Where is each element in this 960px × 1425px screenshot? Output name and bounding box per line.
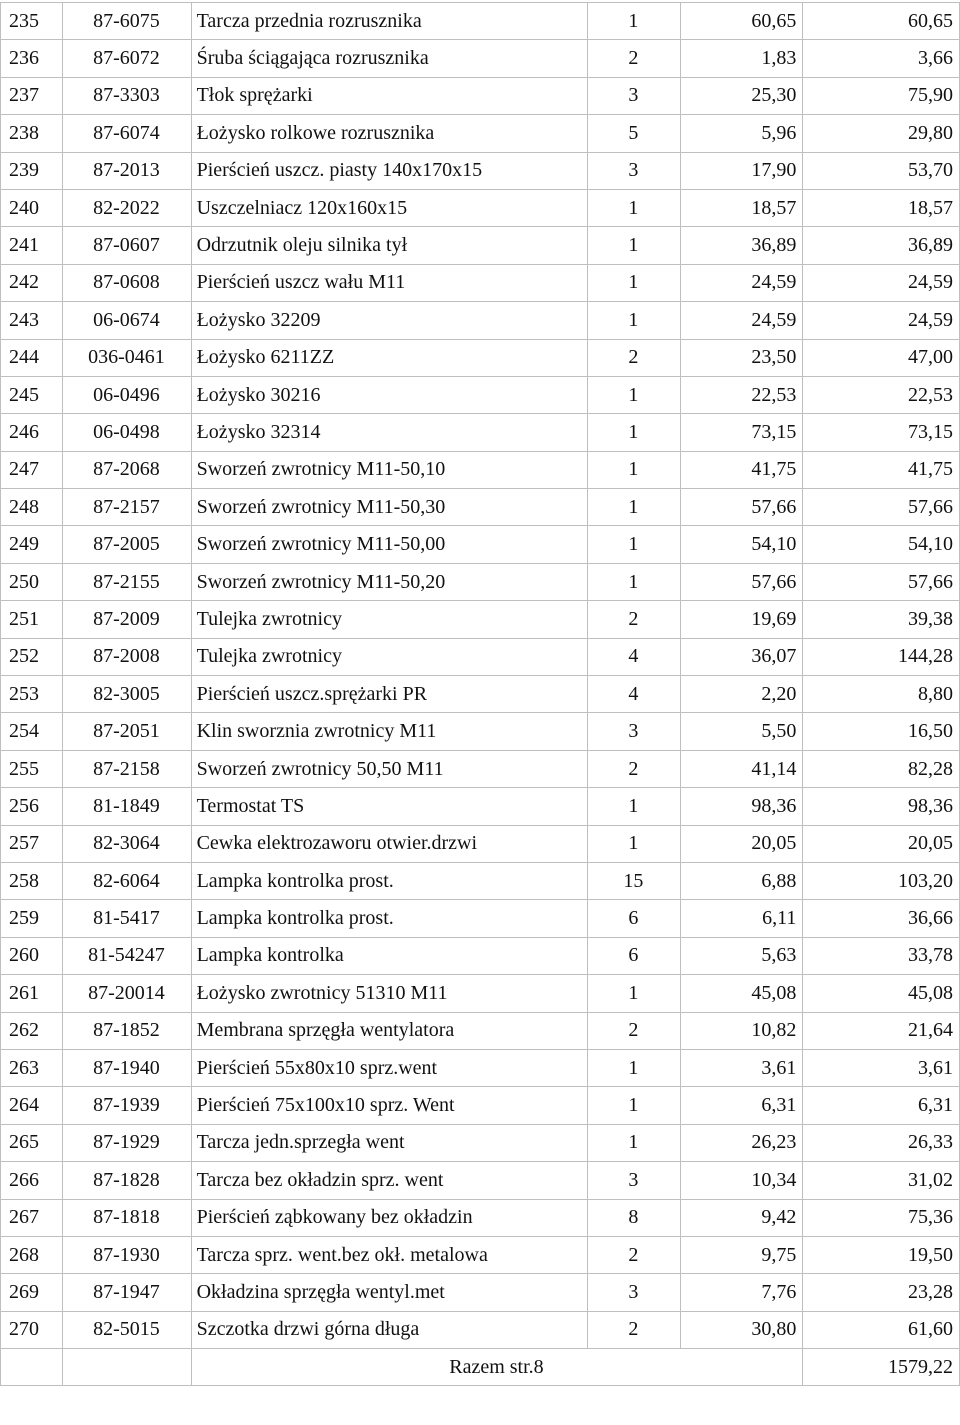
unit-price: 19,69 xyxy=(681,601,803,638)
table-row xyxy=(1,189,960,226)
table-row xyxy=(1,937,960,974)
part-name: Pierścień 75x100x10 sprz. Went xyxy=(191,1087,587,1124)
unit-price: 2,20 xyxy=(681,676,803,713)
row-number: 262 xyxy=(1,1012,63,1049)
unit-price: 25,30 xyxy=(681,77,803,114)
unit-price: 5,50 xyxy=(681,713,803,750)
part-code: 87-2051 xyxy=(63,713,191,750)
part-code: 87-6075 xyxy=(63,3,191,40)
quantity: 1 xyxy=(587,302,680,339)
unit-price: 20,05 xyxy=(681,825,803,862)
part-name: Tarcza sprz. went.bez okł. metalowa xyxy=(191,1236,587,1273)
part-code: 87-20014 xyxy=(63,975,191,1012)
unit-price: 24,59 xyxy=(681,264,803,301)
table-row xyxy=(1,975,960,1012)
unit-price: 41,14 xyxy=(681,750,803,787)
part-name: Łożysko 32209 xyxy=(191,302,587,339)
part-code: 82-2022 xyxy=(63,189,191,226)
part-name: Lampka kontrolka prost. xyxy=(191,900,587,937)
line-total: 24,59 xyxy=(803,302,960,339)
part-name: Membrana sprzęgła wentylatora xyxy=(191,1012,587,1049)
quantity: 3 xyxy=(587,1162,680,1199)
table-row xyxy=(1,900,960,937)
line-total: 75,36 xyxy=(803,1199,960,1236)
table-row xyxy=(1,638,960,675)
part-code: 87-2008 xyxy=(63,638,191,675)
part-code: 87-6074 xyxy=(63,115,191,152)
part-name: Uszczelniacz 120x160x15 xyxy=(191,189,587,226)
row-number: 266 xyxy=(1,1162,63,1199)
line-total: 26,33 xyxy=(803,1124,960,1161)
part-name: Tarcza przednia rozrusznika xyxy=(191,3,587,40)
line-total: 103,20 xyxy=(803,862,960,899)
line-total: 21,64 xyxy=(803,1012,960,1049)
line-total: 144,28 xyxy=(803,638,960,675)
part-code: 06-0674 xyxy=(63,302,191,339)
part-code: 81-54247 xyxy=(63,937,191,974)
unit-price: 7,76 xyxy=(681,1274,803,1311)
part-code: 87-2005 xyxy=(63,526,191,563)
table-row xyxy=(1,1274,960,1311)
table-row xyxy=(1,1162,960,1199)
part-code: 87-1947 xyxy=(63,1274,191,1311)
part-name: Tarcza jedn.sprzegła went xyxy=(191,1124,587,1161)
part-name: Tulejka zwrotnicy xyxy=(191,601,587,638)
line-total: 75,90 xyxy=(803,77,960,114)
quantity: 1 xyxy=(587,526,680,563)
line-total: 36,66 xyxy=(803,900,960,937)
quantity: 3 xyxy=(587,713,680,750)
table-row xyxy=(1,1199,960,1236)
part-name: Sworzeń zwrotnicy M11-50,30 xyxy=(191,489,587,526)
table-row xyxy=(1,451,960,488)
parts-table-body xyxy=(1,3,960,1349)
line-total: 45,08 xyxy=(803,975,960,1012)
part-code: 82-5015 xyxy=(63,1311,191,1348)
table-row xyxy=(1,414,960,451)
part-name: Odrzutnik oleju silnika tył xyxy=(191,227,587,264)
quantity: 8 xyxy=(587,1199,680,1236)
table-row xyxy=(1,526,960,563)
part-name: Lampka kontrolka prost. xyxy=(191,862,587,899)
row-number: 250 xyxy=(1,563,63,600)
line-total: 47,00 xyxy=(803,339,960,376)
part-code: 87-0608 xyxy=(63,264,191,301)
part-name: Tulejka zwrotnicy xyxy=(191,638,587,675)
part-code: 87-1939 xyxy=(63,1087,191,1124)
quantity: 1 xyxy=(587,563,680,600)
row-number: 241 xyxy=(1,227,63,264)
quantity: 1 xyxy=(587,1124,680,1161)
quantity: 5 xyxy=(587,115,680,152)
line-total: 31,02 xyxy=(803,1162,960,1199)
row-number: 261 xyxy=(1,975,63,1012)
line-total: 41,75 xyxy=(803,451,960,488)
summary-empty-no xyxy=(1,1349,63,1386)
line-total: 3,66 xyxy=(803,40,960,77)
row-number: 239 xyxy=(1,152,63,189)
summary-total: 1579,22 xyxy=(803,1349,960,1386)
unit-price: 6,31 xyxy=(681,1087,803,1124)
row-number: 263 xyxy=(1,1049,63,1086)
unit-price: 6,11 xyxy=(681,900,803,937)
part-name: Pierścień uszcz. piasty 140x170x15 xyxy=(191,152,587,189)
unit-price: 18,57 xyxy=(681,189,803,226)
part-code: 036-0461 xyxy=(63,339,191,376)
unit-price: 54,10 xyxy=(681,526,803,563)
row-number: 258 xyxy=(1,862,63,899)
line-total: 57,66 xyxy=(803,489,960,526)
part-code: 06-0498 xyxy=(63,414,191,451)
part-name: Sworzeń zwrotnicy 50,50 M11 xyxy=(191,750,587,787)
quantity: 15 xyxy=(587,862,680,899)
row-number: 248 xyxy=(1,489,63,526)
table-row xyxy=(1,750,960,787)
unit-price: 45,08 xyxy=(681,975,803,1012)
table-row xyxy=(1,489,960,526)
line-total: 39,38 xyxy=(803,601,960,638)
row-number: 257 xyxy=(1,825,63,862)
quantity: 1 xyxy=(587,1049,680,1086)
quantity: 1 xyxy=(587,414,680,451)
unit-price: 60,65 xyxy=(681,3,803,40)
quantity: 2 xyxy=(587,40,680,77)
part-code: 87-1929 xyxy=(63,1124,191,1161)
part-name: Pierścień ząbkowany bez okładzin xyxy=(191,1199,587,1236)
table-row xyxy=(1,3,960,40)
part-code: 82-6064 xyxy=(63,862,191,899)
part-name: Sworzeń zwrotnicy M11-50,20 xyxy=(191,563,587,600)
part-code: 87-2013 xyxy=(63,152,191,189)
quantity: 1 xyxy=(587,451,680,488)
row-number: 253 xyxy=(1,676,63,713)
row-number: 265 xyxy=(1,1124,63,1161)
part-name: Łożysko 30216 xyxy=(191,376,587,413)
table-row xyxy=(1,152,960,189)
part-code: 87-2155 xyxy=(63,563,191,600)
quantity: 6 xyxy=(587,937,680,974)
table-row xyxy=(1,862,960,899)
table-row xyxy=(1,40,960,77)
line-total: 19,50 xyxy=(803,1236,960,1273)
unit-price: 9,42 xyxy=(681,1199,803,1236)
unit-price: 3,61 xyxy=(681,1049,803,1086)
row-number: 259 xyxy=(1,900,63,937)
line-total: 3,61 xyxy=(803,1049,960,1086)
unit-price: 5,63 xyxy=(681,937,803,974)
line-total: 98,36 xyxy=(803,788,960,825)
row-number: 242 xyxy=(1,264,63,301)
unit-price: 98,36 xyxy=(681,788,803,825)
unit-price: 22,53 xyxy=(681,376,803,413)
summary-label: Razem str.8 xyxy=(191,1349,803,1386)
part-code: 87-2068 xyxy=(63,451,191,488)
line-total: 22,53 xyxy=(803,376,960,413)
table-row xyxy=(1,376,960,413)
row-number: 243 xyxy=(1,302,63,339)
table-row xyxy=(1,227,960,264)
unit-price: 24,59 xyxy=(681,302,803,339)
row-number: 255 xyxy=(1,750,63,787)
row-number: 270 xyxy=(1,1311,63,1348)
row-number: 247 xyxy=(1,451,63,488)
table-row xyxy=(1,1124,960,1161)
table-row xyxy=(1,1049,960,1086)
unit-price: 26,23 xyxy=(681,1124,803,1161)
quantity: 6 xyxy=(587,900,680,937)
line-total: 20,05 xyxy=(803,825,960,862)
row-number: 256 xyxy=(1,788,63,825)
row-number: 254 xyxy=(1,713,63,750)
table-row xyxy=(1,264,960,301)
table-row xyxy=(1,825,960,862)
row-number: 260 xyxy=(1,937,63,974)
part-code: 87-2157 xyxy=(63,489,191,526)
part-code: 87-1930 xyxy=(63,1236,191,1273)
table-row xyxy=(1,77,960,114)
line-total: 16,50 xyxy=(803,713,960,750)
quantity: 1 xyxy=(587,788,680,825)
line-total: 82,28 xyxy=(803,750,960,787)
line-total: 33,78 xyxy=(803,937,960,974)
quantity: 1 xyxy=(587,975,680,1012)
row-number: 244 xyxy=(1,339,63,376)
quantity: 3 xyxy=(587,77,680,114)
row-number: 264 xyxy=(1,1087,63,1124)
table-row xyxy=(1,339,960,376)
unit-price: 17,90 xyxy=(681,152,803,189)
unit-price: 5,96 xyxy=(681,115,803,152)
row-number: 240 xyxy=(1,189,63,226)
table-row xyxy=(1,601,960,638)
part-code: 87-2009 xyxy=(63,601,191,638)
summary-empty-code xyxy=(63,1349,191,1386)
quantity: 2 xyxy=(587,601,680,638)
unit-price: 57,66 xyxy=(681,563,803,600)
part-name: Pierścień 55x80x10 sprz.went xyxy=(191,1049,587,1086)
unit-price: 41,75 xyxy=(681,451,803,488)
row-number: 269 xyxy=(1,1274,63,1311)
quantity: 1 xyxy=(587,489,680,526)
part-name: Pierścień uszcz wału M11 xyxy=(191,264,587,301)
table-row xyxy=(1,713,960,750)
part-name: Tłok sprężarki xyxy=(191,77,587,114)
quantity: 3 xyxy=(587,1274,680,1311)
quantity: 3 xyxy=(587,152,680,189)
part-code: 87-0607 xyxy=(63,227,191,264)
unit-price: 10,82 xyxy=(681,1012,803,1049)
part-name: Łożysko 6211ZZ xyxy=(191,339,587,376)
unit-price: 23,50 xyxy=(681,339,803,376)
row-number: 245 xyxy=(1,376,63,413)
row-number: 236 xyxy=(1,40,63,77)
summary-row xyxy=(1,1349,960,1386)
part-name: Sworzeń zwrotnicy M11-50,10 xyxy=(191,451,587,488)
line-total: 60,65 xyxy=(803,3,960,40)
part-name: Śruba ściągająca rozrusznika xyxy=(191,40,587,77)
part-name: Szczotka drzwi górna długa xyxy=(191,1311,587,1348)
part-code: 87-1852 xyxy=(63,1012,191,1049)
part-name: Termostat TS xyxy=(191,788,587,825)
unit-price: 9,75 xyxy=(681,1236,803,1273)
part-name: Pierścień uszcz.sprężarki PR xyxy=(191,676,587,713)
table-row xyxy=(1,302,960,339)
row-number: 238 xyxy=(1,115,63,152)
unit-price: 10,34 xyxy=(681,1162,803,1199)
unit-price: 57,66 xyxy=(681,489,803,526)
part-name: Sworzeń zwrotnicy M11-50,00 xyxy=(191,526,587,563)
part-code: 87-1828 xyxy=(63,1162,191,1199)
line-total: 23,28 xyxy=(803,1274,960,1311)
quantity: 2 xyxy=(587,1236,680,1273)
unit-price: 6,88 xyxy=(681,862,803,899)
table-row xyxy=(1,1236,960,1273)
unit-price: 73,15 xyxy=(681,414,803,451)
unit-price: 36,07 xyxy=(681,638,803,675)
quantity: 2 xyxy=(587,750,680,787)
line-total: 53,70 xyxy=(803,152,960,189)
part-code: 82-3064 xyxy=(63,825,191,862)
row-number: 268 xyxy=(1,1236,63,1273)
part-code: 87-1818 xyxy=(63,1199,191,1236)
line-total: 18,57 xyxy=(803,189,960,226)
part-name: Cewka elektrozaworu otwier.drzwi xyxy=(191,825,587,862)
unit-price: 30,80 xyxy=(681,1311,803,1348)
quantity: 1 xyxy=(587,227,680,264)
line-total: 36,89 xyxy=(803,227,960,264)
part-name: Okładzina sprzęgła wentyl.met xyxy=(191,1274,587,1311)
line-total: 73,15 xyxy=(803,414,960,451)
table-row xyxy=(1,1311,960,1348)
part-code: 06-0496 xyxy=(63,376,191,413)
row-number: 251 xyxy=(1,601,63,638)
quantity: 2 xyxy=(587,1311,680,1348)
quantity: 1 xyxy=(587,1087,680,1124)
row-number: 267 xyxy=(1,1199,63,1236)
quantity: 2 xyxy=(587,339,680,376)
quantity: 2 xyxy=(587,1012,680,1049)
unit-price: 1,83 xyxy=(681,40,803,77)
row-number: 252 xyxy=(1,638,63,675)
table-row xyxy=(1,676,960,713)
part-code: 81-1849 xyxy=(63,788,191,825)
part-name: Łożysko zwrotnicy 51310 M11 xyxy=(191,975,587,1012)
part-code: 82-3005 xyxy=(63,676,191,713)
quantity: 1 xyxy=(587,376,680,413)
table-row xyxy=(1,115,960,152)
parts-table xyxy=(0,2,960,1386)
row-number: 237 xyxy=(1,77,63,114)
row-number: 235 xyxy=(1,3,63,40)
table-row xyxy=(1,788,960,825)
quantity: 1 xyxy=(587,189,680,226)
part-code: 87-6072 xyxy=(63,40,191,77)
unit-price: 36,89 xyxy=(681,227,803,264)
row-number: 249 xyxy=(1,526,63,563)
quantity: 1 xyxy=(587,264,680,301)
line-total: 8,80 xyxy=(803,676,960,713)
part-name: Klin sworznia zwrotnicy M11 xyxy=(191,713,587,750)
line-total: 57,66 xyxy=(803,563,960,600)
part-name: Lampka kontrolka xyxy=(191,937,587,974)
line-total: 29,80 xyxy=(803,115,960,152)
table-row xyxy=(1,1087,960,1124)
part-code: 87-2158 xyxy=(63,750,191,787)
part-name: Tarcza bez okładzin sprz. went xyxy=(191,1162,587,1199)
table-row xyxy=(1,1012,960,1049)
part-code: 87-1940 xyxy=(63,1049,191,1086)
line-total: 61,60 xyxy=(803,1311,960,1348)
quantity: 1 xyxy=(587,825,680,862)
line-total: 24,59 xyxy=(803,264,960,301)
quantity: 4 xyxy=(587,676,680,713)
quantity: 1 xyxy=(587,3,680,40)
part-code: 87-3303 xyxy=(63,77,191,114)
table-row xyxy=(1,563,960,600)
quantity: 4 xyxy=(587,638,680,675)
line-total: 54,10 xyxy=(803,526,960,563)
line-total: 6,31 xyxy=(803,1087,960,1124)
part-code: 81-5417 xyxy=(63,900,191,937)
row-number: 246 xyxy=(1,414,63,451)
part-name: Łożysko rolkowe rozrusznika xyxy=(191,115,587,152)
part-name: Łożysko 32314 xyxy=(191,414,587,451)
